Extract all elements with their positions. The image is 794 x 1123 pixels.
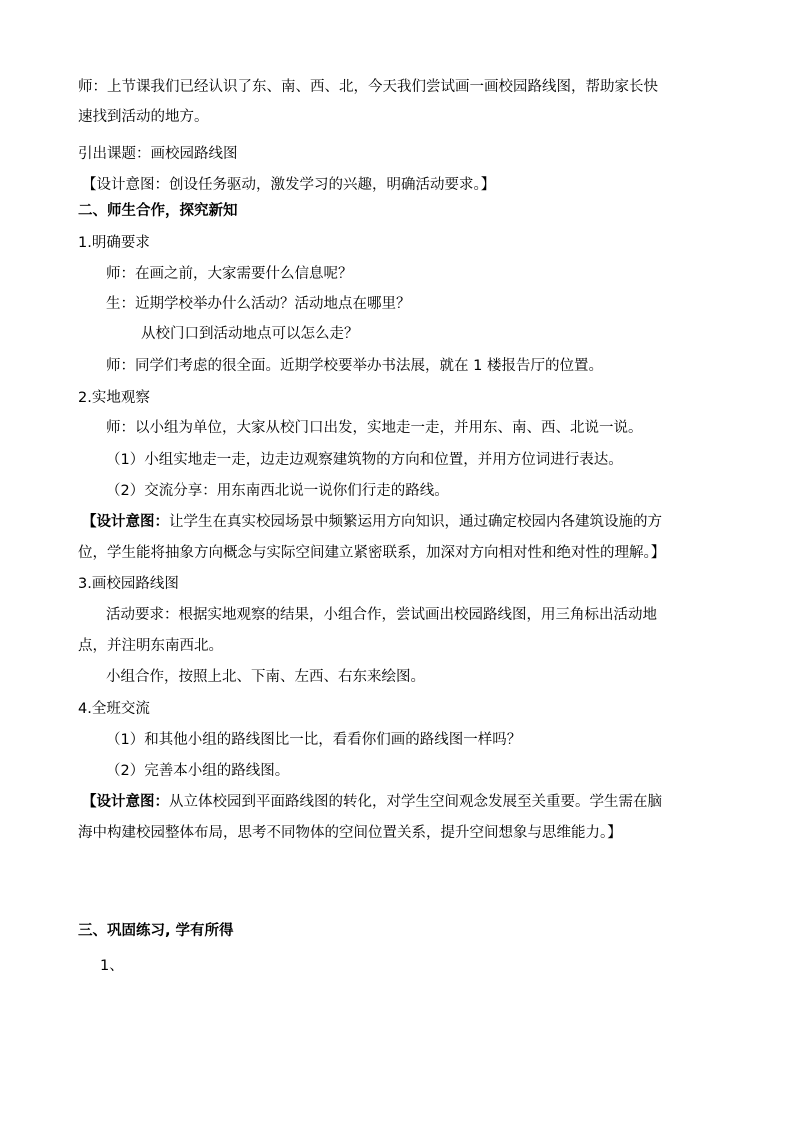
step-2-title: 2.实地观察 bbox=[78, 390, 150, 406]
step-1-teacher-answer: 师：同学们考虑的很全面。近期学校要举办书法展，就在 1 楼报告厅的位置。 bbox=[106, 358, 603, 374]
step-3-title: 3.画校园路线图 bbox=[78, 576, 179, 592]
intro-line-1: 师：上节课我们已经认识了东、南、西、北，今天我们尝试画一画校园路线图，帮助家长快 bbox=[78, 79, 658, 95]
step-3-group-work: 小组合作，按照上北、下南、左西、右东来绘图。 bbox=[106, 669, 425, 685]
design-intent-label: 【设计意图： bbox=[82, 514, 169, 530]
step-1-student-answer-2: 从校门口到活动地点可以怎么走？ bbox=[141, 326, 359, 342]
section-3-heading: 三、巩固练习, 学有所得 bbox=[78, 923, 234, 939]
step-1-student-answer-1: 生：近期学校举办什么活动？活动地点在哪里？ bbox=[106, 296, 411, 312]
step-4-design-intent-line-2: 海中构建校园整体布局，思考不同物体的空间位置关系，提升空间想象与思维能力。】 bbox=[78, 825, 622, 841]
step-3-requirement-line-1: 活动要求：根据实地观察的结果，小组合作，尝试画出校园路线图，用三角标出活动地 bbox=[106, 607, 657, 623]
step-4-design-intent-line-1 bbox=[82, 792, 662, 812]
step-4-item-1: （1）和其他小组的路线图比一比，看看你们画的路线图一样吗？ bbox=[106, 732, 522, 748]
intro-design-intent: 【设计意图：创设任务驱动，激发学习的兴趣，明确活动要求。】 bbox=[82, 177, 496, 193]
step-2-teacher: 师：以小组为单位，大家从校门口出发，实地走一走，并用东、南、西、北说一说。 bbox=[106, 420, 643, 436]
step-2-item-1: （1）小组实地走一走，边走边观察建筑物的方向和位置，并用方位词进行表达。 bbox=[106, 452, 623, 468]
step-1-teacher-question: 师：在画之前，大家需要什么信息呢？ bbox=[106, 266, 353, 282]
design-intent-text: 让学生在真实校园场景中频繁运用方向知识，通过确定校园内各建筑设施的方 bbox=[169, 514, 662, 530]
step-2-design-intent-line-2: 位，学生能将抽象方向概念与实际空间建立紧密联系，加深对方向相对性和绝对性的理解。】 bbox=[78, 545, 666, 561]
step-1-title: 1.明确要求 bbox=[78, 235, 150, 251]
step-2-design-intent-line-1 bbox=[82, 512, 662, 532]
section-2-heading: 二、师生合作，探究新知 bbox=[78, 203, 238, 219]
intro-line-2: 速找到活动的地方。 bbox=[78, 109, 209, 125]
step-4-item-2: （2）完善本小组的路线图。 bbox=[106, 763, 290, 779]
design-intent-label: 【设计意图： bbox=[82, 794, 169, 810]
step-3-requirement-line-2: 点，并注明东南西北。 bbox=[78, 638, 223, 654]
topic-line: 引出课题：画校园路线图 bbox=[78, 146, 238, 162]
step-4-title: 4.全班交流 bbox=[78, 701, 150, 717]
step-2-item-2: （2）交流分享：用东南西北说一说你们行走的路线。 bbox=[106, 483, 449, 499]
design-intent-text: 从立体校园到平面路线图的转化，对学生空间观念发展至关重要。学生需在脑 bbox=[169, 794, 662, 810]
exercise-item-1: 1、 bbox=[100, 958, 124, 974]
